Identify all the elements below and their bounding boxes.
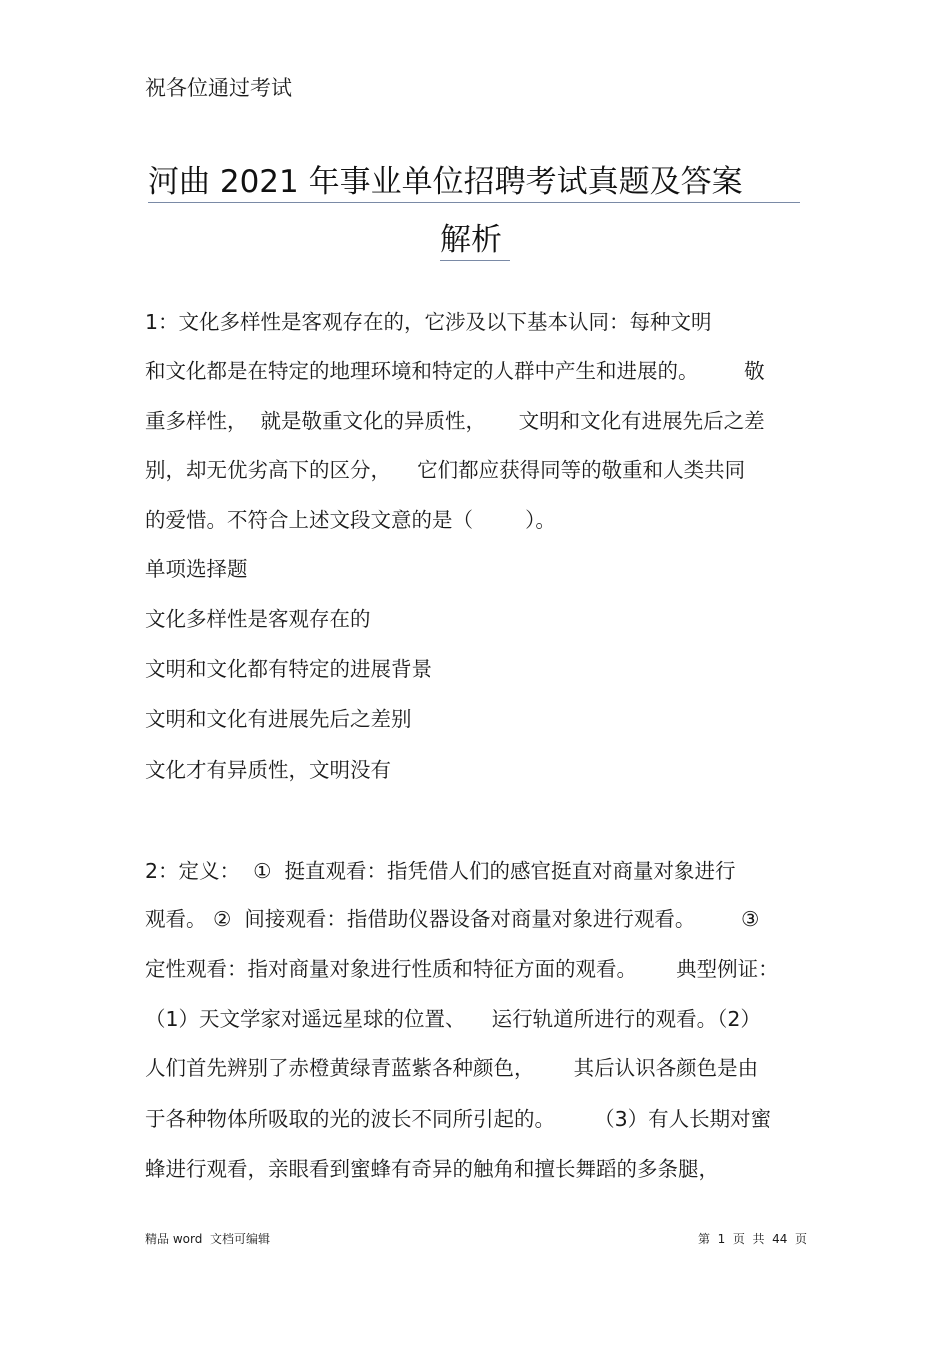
page-number: 第 1 页 共 44 页: [698, 1232, 808, 1246]
q2-stem-line-6: 于各种物体所吸取的光的波长不同所引起的。 （3）有人长期对蜜: [145, 1107, 772, 1131]
document-title-line-2: 解析: [440, 220, 510, 261]
q2-stem-line-3: 定性观看：指对商量对象进行性质和特征方面的观看。 典型例证：: [145, 957, 779, 981]
question-type-label: 单项选择题: [145, 557, 248, 581]
q1-stem-line-1: 1：文化多样性是客观存在的，它涉及以下基本认同：每种文明: [145, 310, 712, 334]
q1-stem-line-4: 别，却无优劣高下的区分， 它们都应获得同等的敬重和人类共同: [145, 458, 746, 482]
q1-stem-line-3: 重多样性， 就是敬重文化的异质性， 文明和文化有进展先后之差: [145, 409, 765, 433]
q1-option-c: 文明和文化有进展先后之差别: [145, 707, 412, 731]
header-note: 祝各位通过考试: [145, 76, 292, 100]
q2-stem-line-5: 人们首先辨别了赤橙黄绿青蓝紫各种颜色， 其后认识各颜色是由: [145, 1056, 759, 1080]
q2-stem-line-7: 蜂进行观看，亲眼看到蜜蜂有奇异的触角和擅长舞蹈的多条腿，: [145, 1157, 719, 1181]
q2-stem-line-2: 观看。 ② 间接观看：指借助仪器设备对商量对象进行观看。 ③: [145, 907, 760, 931]
q1-stem-line-5: 的爱惜。不符合上述文段文意的是（ ）。: [145, 508, 556, 532]
footer-left-note: 精品 word 文档可编辑: [145, 1232, 270, 1246]
q1-option-d: 文化才有异质性，文明没有: [145, 758, 391, 782]
q1-option-b: 文明和文化都有特定的进展背景: [145, 657, 432, 681]
document-title-line-1: 河曲 2021 年事业单位招聘考试真题及答案: [148, 162, 800, 203]
q2-stem-line-1: 2：定义： ① 挺直观看：指凭借人们的感官挺直对商量对象进行: [145, 859, 736, 883]
q1-stem-line-2: 和文化都是在特定的地理环境和特定的人群中产生和进展的。 敬: [145, 359, 765, 383]
q2-stem-line-4: （1）天文学家对遥远星球的位置、 运行轨道所进行的观看。（2）: [145, 1007, 761, 1031]
q1-option-a: 文化多样性是客观存在的: [145, 607, 371, 631]
